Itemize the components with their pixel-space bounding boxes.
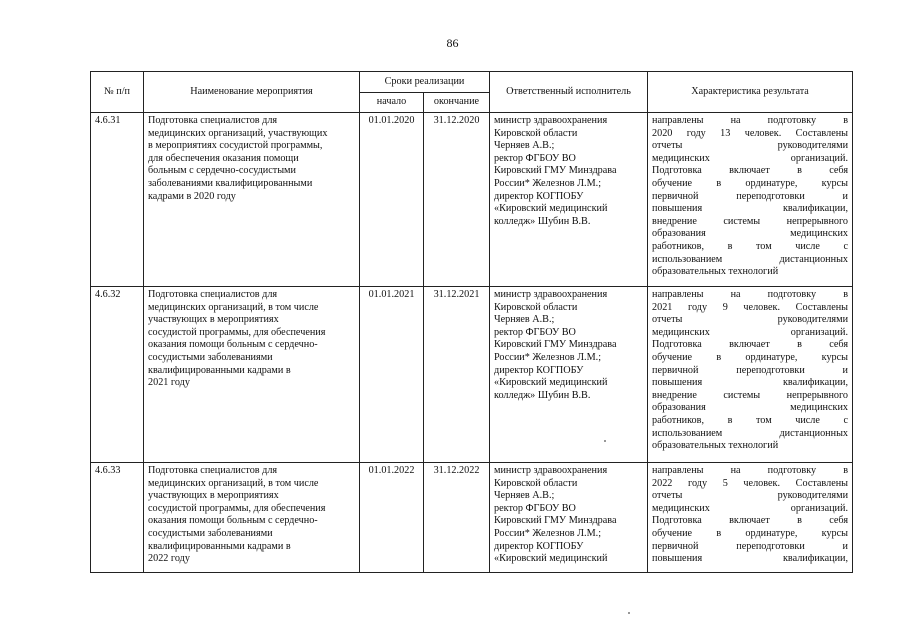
result-line: 2022 году 5 человек. Составлены bbox=[652, 477, 849, 489]
measure-name-line: участвующих в мероприятиях bbox=[148, 314, 279, 326]
result-line: образовательных технологий bbox=[652, 440, 779, 452]
executor-line: ректор ФГБОУ ВО bbox=[494, 152, 576, 164]
measure-name bbox=[144, 113, 360, 287]
executor-line: колледж» Шубин В.В. bbox=[494, 389, 591, 401]
header-start: начало bbox=[360, 93, 424, 113]
executor-line: директор КОГПОБУ bbox=[494, 364, 584, 376]
end-date: 31.12.2022 bbox=[424, 463, 490, 573]
result-line: повышения квалификации, bbox=[652, 203, 849, 215]
header-executor: Ответственный исполнитель bbox=[490, 72, 648, 113]
result-line: обучение в ординатуре, курсы bbox=[652, 351, 849, 363]
executor-line: Черняев А.В.; bbox=[494, 314, 555, 326]
executor-line: России* Железнов Л.М.; bbox=[494, 177, 602, 189]
result-line: внедрение системы непрерывного bbox=[652, 389, 849, 401]
row-number: 4.6.32 bbox=[91, 287, 144, 463]
executor-line: ректор ФГБОУ ВО bbox=[494, 326, 576, 338]
result-line: Подготовка включает в себя bbox=[652, 515, 849, 527]
measure-name-line: кадрами в 2020 году bbox=[148, 190, 236, 202]
result-line: первичной переподготовки и bbox=[652, 190, 849, 202]
header-result: Характеристика результата bbox=[648, 72, 853, 113]
result-line: направлены на подготовку в bbox=[652, 115, 849, 126]
executor-line: Черняев А.В.; bbox=[494, 490, 555, 502]
measure-name-line: заболеваниями квалифицированными bbox=[148, 177, 313, 189]
result-line: Подготовка включает в себя bbox=[652, 339, 849, 351]
measure-name-line: медицинских организаций, в том числе bbox=[148, 477, 319, 489]
executor-line: министр здравоохранения bbox=[494, 465, 608, 476]
scan-speck bbox=[604, 440, 606, 442]
table-body bbox=[91, 113, 853, 573]
responsible-executor bbox=[490, 287, 648, 463]
measure-name-line: сосудистыми заболеваниями bbox=[148, 527, 273, 539]
result-line: первичной переподготовки и bbox=[652, 364, 849, 376]
measure-name-line: оказания помощи больным с сердечно- bbox=[148, 339, 318, 351]
result-line: работников, в том числе с bbox=[652, 240, 849, 252]
measure-name-line: медицинских организаций, в том числе bbox=[148, 301, 319, 313]
measure-name-line: оказания помощи больным с сердечно- bbox=[148, 515, 318, 527]
page-number: 86 bbox=[446, 36, 459, 50]
result-line: медицинских организаций. bbox=[652, 326, 849, 338]
measure-name-line: квалифицированными кадрами в bbox=[148, 540, 291, 552]
measure-name-line: квалифицированными кадрами в bbox=[148, 364, 291, 376]
result-line: медицинских организаций. bbox=[652, 502, 849, 514]
result-line: направлены на подготовку в bbox=[652, 465, 849, 476]
executor-line: Кировской области bbox=[494, 477, 578, 489]
measure-name-line: сосудистой программы, для обеспечения bbox=[148, 502, 326, 514]
measure-name-line: больным с сердечно-сосудистыми bbox=[148, 165, 296, 177]
measure-name-line: сосудистыми заболеваниями bbox=[148, 351, 273, 363]
measure-name-line: Подготовка специалистов для bbox=[148, 289, 278, 300]
responsible-executor bbox=[490, 113, 648, 287]
measure-name-line: 2021 году bbox=[148, 377, 190, 389]
executor-line: Кировской области bbox=[494, 301, 578, 313]
result-line: использованием дистанционных bbox=[652, 427, 849, 439]
result-line: 2021 году 9 человек. Составлены bbox=[652, 301, 849, 313]
result-line: отчеты руководителями bbox=[652, 490, 849, 502]
scan-speck bbox=[628, 612, 630, 614]
measure-name-line: Подготовка специалистов для bbox=[148, 115, 278, 126]
measure-name bbox=[144, 287, 360, 463]
result-line: образования медицинских bbox=[652, 402, 849, 414]
executor-line: директор КОГПОБУ bbox=[494, 190, 584, 202]
table-row bbox=[91, 287, 853, 463]
executor-line: Кировский ГМУ Минздрава bbox=[494, 515, 617, 527]
header-name: Наименование мероприятия bbox=[144, 72, 360, 113]
table-row bbox=[91, 113, 853, 287]
result-description bbox=[648, 463, 853, 573]
result-description bbox=[648, 113, 853, 287]
result-line: повышения квалификации, bbox=[652, 377, 849, 389]
executor-line: директор КОГПОБУ bbox=[494, 540, 584, 552]
header-number: № п/п bbox=[91, 72, 144, 113]
executor-line: министр здравоохранения bbox=[494, 289, 608, 300]
executor-line: Кировский ГМУ Минздрава bbox=[494, 339, 617, 351]
measure-name-line: для обеспечения оказания помощи bbox=[148, 152, 299, 164]
measure-name-line: в мероприятиях сосудистой программы, bbox=[148, 140, 323, 152]
row-number: 4.6.33 bbox=[91, 463, 144, 573]
result-line: внедрение системы непрерывного bbox=[652, 215, 849, 227]
executor-line: колледж» Шубин В.В. bbox=[494, 215, 591, 227]
measure-name bbox=[144, 463, 360, 573]
result-line: обучение в ординатуре, курсы bbox=[652, 177, 849, 189]
result-line: образовательных технологий bbox=[652, 266, 779, 278]
measures-table bbox=[90, 71, 853, 573]
start-date: 01.01.2021 bbox=[360, 287, 424, 463]
executor-line: России* Железнов Л.М.; bbox=[494, 351, 602, 363]
result-line: медицинских организаций. bbox=[652, 152, 849, 164]
row-number: 4.6.31 bbox=[91, 113, 144, 287]
result-line: работников, в том числе с bbox=[652, 414, 849, 426]
start-date: 01.01.2020 bbox=[360, 113, 424, 287]
header-end: окончание bbox=[424, 93, 490, 113]
measure-name-line: сосудистой программы, для обеспечения bbox=[148, 326, 326, 338]
result-line: использованием дистанционных bbox=[652, 253, 849, 265]
measure-name-line: Подготовка специалистов для bbox=[148, 465, 278, 476]
result-line: первичной переподготовки и bbox=[652, 540, 849, 552]
result-line: Подготовка включает в себя bbox=[652, 165, 849, 177]
result-description bbox=[648, 287, 853, 463]
result-line: 2020 году 13 человек. Составлены bbox=[652, 127, 849, 139]
end-date: 31.12.2020 bbox=[424, 113, 490, 287]
measure-name-line: 2022 году bbox=[148, 553, 190, 565]
header-row bbox=[91, 72, 853, 93]
result-line: повышения квалификации, bbox=[652, 553, 849, 565]
executor-line: министр здравоохранения bbox=[494, 115, 608, 126]
result-line: обучение в ординатуре, курсы bbox=[652, 527, 849, 539]
measure-name-line: участвующих в мероприятиях bbox=[148, 490, 279, 502]
result-line: образования медицинских bbox=[652, 228, 849, 240]
executor-line: Черняев А.В.; bbox=[494, 140, 555, 152]
executor-line: «Кировский медицинский bbox=[494, 377, 608, 389]
executor-line: Кировский ГМУ Минздрава bbox=[494, 165, 617, 177]
executor-line: России* Железнов Л.М.; bbox=[494, 527, 602, 539]
executor-line: «Кировский медицинский bbox=[494, 553, 608, 565]
executor-line: Кировской области bbox=[494, 127, 578, 139]
result-line: отчеты руководителями bbox=[652, 314, 849, 326]
measure-name-line: медицинских организаций, участвующих bbox=[148, 127, 328, 139]
executor-line: «Кировский медицинский bbox=[494, 203, 608, 215]
header-terms: Сроки реализации bbox=[360, 72, 490, 93]
executor-line: ректор ФГБОУ ВО bbox=[494, 502, 576, 514]
result-line: отчеты руководителями bbox=[652, 140, 849, 152]
table-row bbox=[91, 463, 853, 573]
result-line: направлены на подготовку в bbox=[652, 289, 849, 300]
responsible-executor bbox=[490, 463, 648, 573]
start-date: 01.01.2022 bbox=[360, 463, 424, 573]
end-date: 31.12.2021 bbox=[424, 287, 490, 463]
